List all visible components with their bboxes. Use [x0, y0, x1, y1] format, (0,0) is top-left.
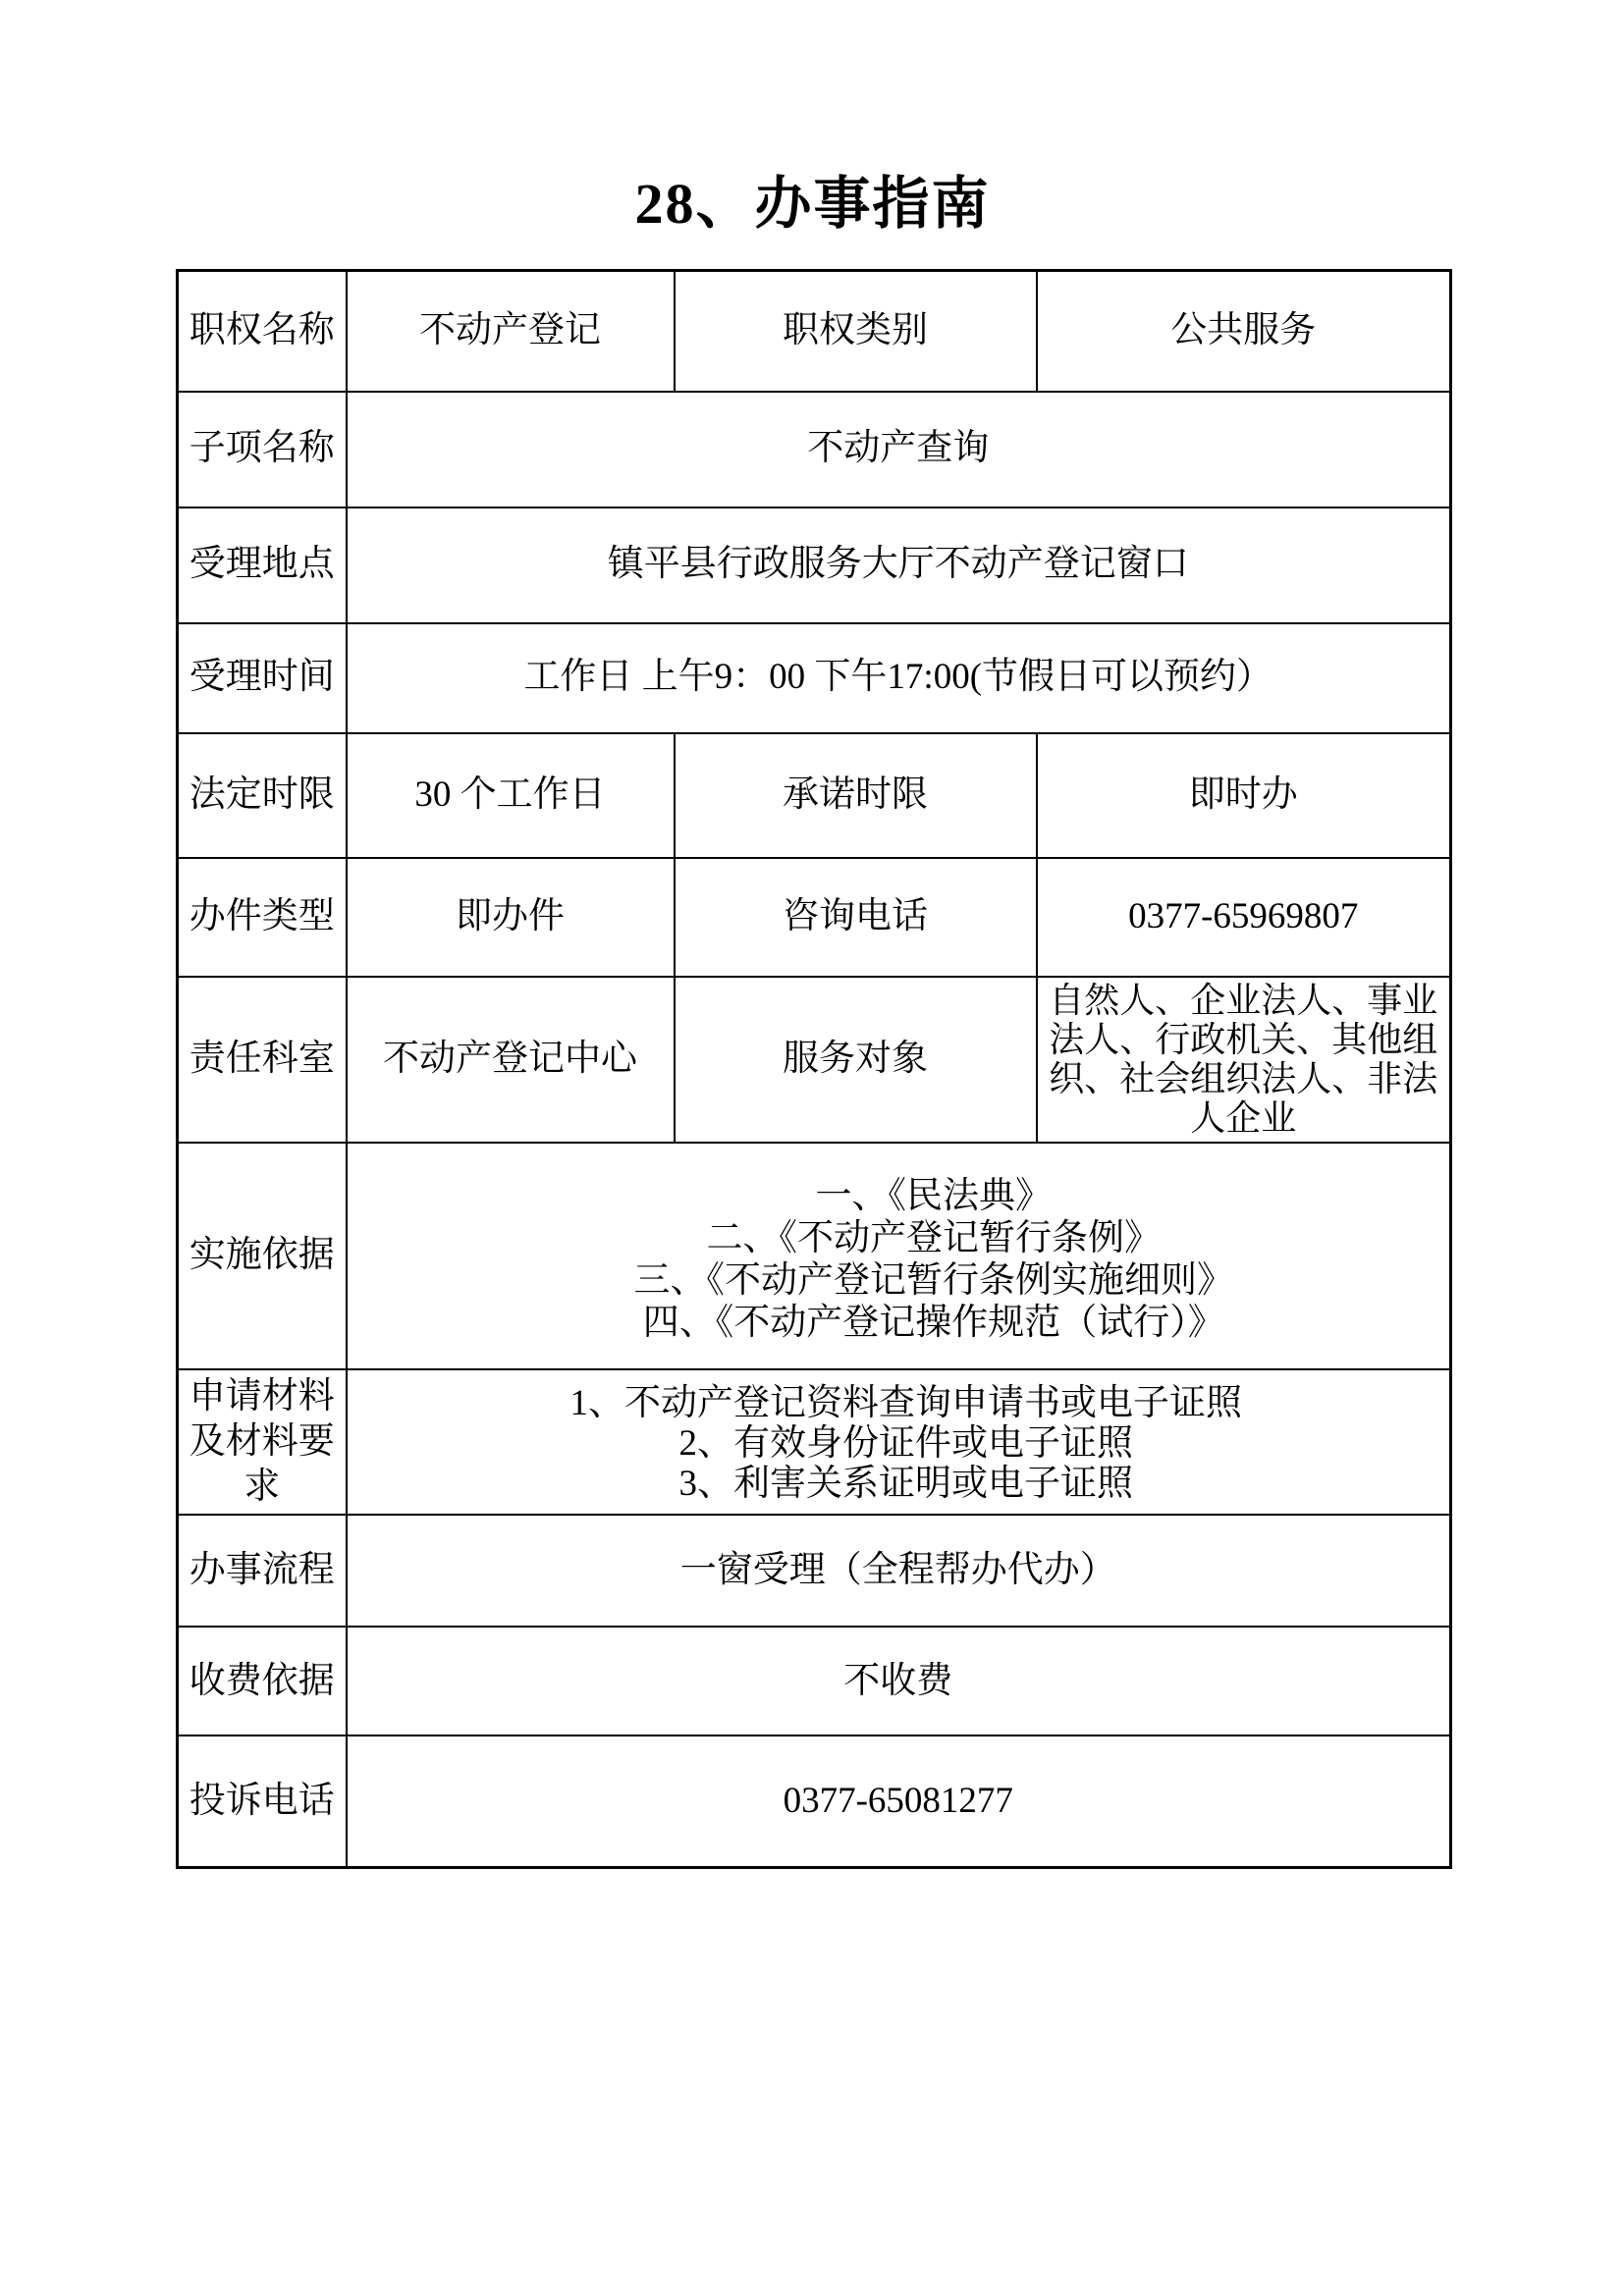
basis-item: 一、《民法典》 [815, 1176, 1052, 1216]
service-target-label: 服务对象 [675, 977, 1037, 1143]
consult-phone-value: 0377-65969807 [1037, 858, 1451, 977]
row-complaint-phone [178, 1735, 1451, 1867]
page-title: 28、办事指南 [634, 172, 991, 236]
acceptance-time-label: 受理时间 [178, 623, 347, 733]
row-fee-basis [178, 1627, 1451, 1735]
authority-category-value: 公共服务 [1037, 271, 1451, 392]
consult-phone-label: 咨询电话 [675, 858, 1037, 977]
row-service-process [178, 1515, 1451, 1627]
authority-category-label: 职权类别 [675, 271, 1037, 392]
authority-name-label: 职权名称 [178, 271, 347, 392]
responsible-office-value: 不动产登记中心 [347, 977, 675, 1143]
row-subitem-name [178, 392, 1451, 507]
application-materials-label: 申请材料及材料要求 [178, 1369, 347, 1516]
service-process-label: 办事流程 [178, 1515, 347, 1627]
service-process-value: 一窗受理（全程帮办代办） [347, 1515, 1451, 1627]
complaint-phone-value: 0377-65081277 [347, 1735, 1451, 1867]
row-implementation-basis [178, 1143, 1451, 1369]
handling-type-label: 办件类型 [178, 858, 347, 977]
row-acceptance-time [178, 623, 1451, 733]
basis-item: 四、《不动产登记操作规范（试行）》 [642, 1303, 1224, 1343]
material-item: 1、不动产登记资料查询申请书或电子证照 [569, 1383, 1242, 1424]
service-guide-table [176, 269, 1452, 1869]
row-responsible-office [178, 977, 1451, 1143]
statutory-limit-label: 法定时限 [178, 733, 347, 858]
material-item: 2、有效身份证件或电子证照 [678, 1423, 1133, 1465]
subitem-name-value: 不动产查询 [347, 392, 1451, 507]
row-authority-name [178, 271, 1451, 392]
authority-name-value: 不动产登记 [347, 271, 675, 392]
material-item: 3、利害关系证明或电子证照 [678, 1464, 1133, 1505]
row-handling-type [178, 858, 1451, 977]
row-statutory-limit [178, 733, 1451, 858]
promised-limit-label: 承诺时限 [675, 733, 1037, 858]
row-application-materials [178, 1369, 1451, 1516]
handling-type-value: 即办件 [347, 858, 675, 977]
complaint-phone-label: 投诉电话 [178, 1735, 347, 1867]
basis-item: 二、《不动产登记暂行条例》 [706, 1218, 1161, 1258]
acceptance-place-label: 受理地点 [178, 507, 347, 623]
fee-basis-label: 收费依据 [178, 1627, 347, 1735]
subitem-name-label: 子项名称 [178, 392, 347, 507]
implementation-basis-list [347, 1143, 1451, 1369]
basis-item: 三、《不动产登记暂行条例实施细则》 [633, 1260, 1233, 1301]
row-acceptance-place [178, 507, 1451, 623]
acceptance-time-value: 工作日 上午9：00 下午17:00(节假日可以预约） [347, 623, 1451, 733]
service-target-value: 自然人、企业法人、事业法人、行政机关、其他组织、社会组织法人、非法人企业 [1037, 977, 1451, 1143]
implementation-basis-label: 实施依据 [178, 1143, 347, 1369]
fee-basis-value: 不收费 [347, 1627, 1451, 1735]
statutory-limit-value: 30 个工作日 [347, 733, 675, 858]
application-materials-list [347, 1369, 1451, 1516]
promised-limit-value: 即时办 [1037, 733, 1451, 858]
acceptance-place-value: 镇平县行政服务大厅不动产登记窗口 [347, 507, 1451, 623]
responsible-office-label: 责任科室 [178, 977, 347, 1143]
